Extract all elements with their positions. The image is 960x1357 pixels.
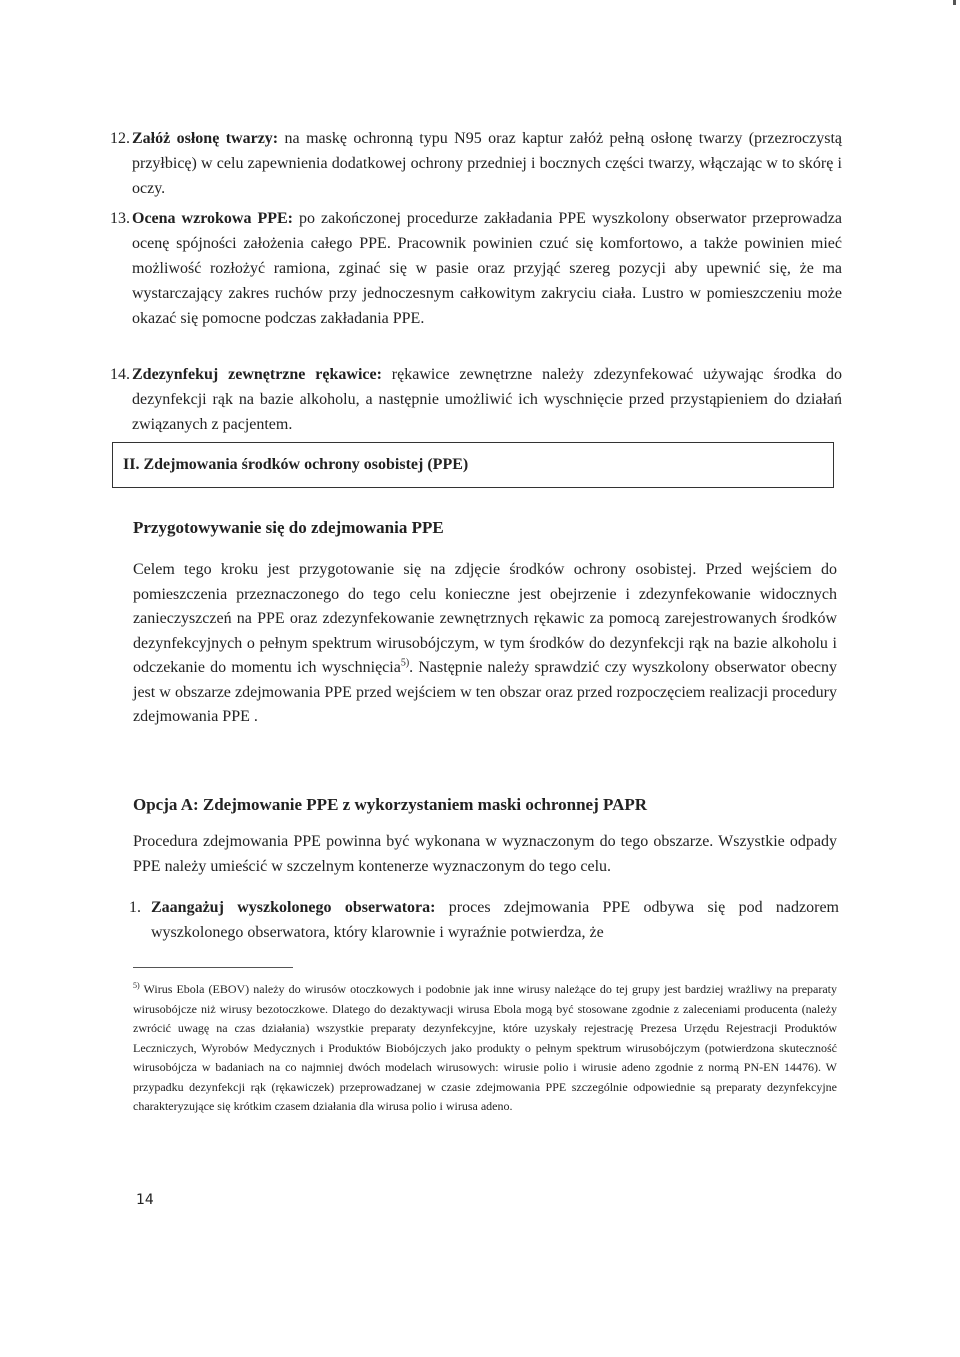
item-text: proces zdejmowania PPE odbywa się pod nadzorem wyszkolonego obserwatora, który klarownie i wyraźnie potwierdza, że (151, 899, 839, 941)
item-text: rękawice zewnętrzne należy zdezynfekować używając środka do dezynfekcji rąk na bazie alkoholu, a następnie umożliwić ich wyschnięcie przed przystąpieniem do działań związanych z pacjentem. (132, 366, 842, 433)
option-a-paragraph: Procedura zdejmowania PPE powinna być wykonana w wyznaczonym do tego obszarze. Wszystkie odpady PPE należy umieścić w szczelnym kontenerze wyznaczonym do tego celu. (133, 833, 837, 875)
list-item-12 (112, 126, 842, 201)
scan-edge-mark (953, 0, 956, 5)
list-item-step-1 (131, 895, 839, 945)
footnote-marker: 5) (133, 981, 140, 990)
item-number: 1. (129, 899, 141, 916)
footnote (133, 980, 837, 1117)
item-lead: Zdezynfekuj zewnętrzne rękawice: (132, 366, 382, 383)
item-number: 14. (110, 366, 130, 383)
item-body (132, 126, 842, 201)
item-text: na maskę ochronną typu N95 oraz kaptur załóż pełną osłonę twarzy (przezroczystą przyłbicę) w celu zapewnienia dodatkowej ochrony przedniej i bocznych części twarzy, włączając w to skórę i oczy. (132, 130, 842, 197)
item-body (151, 895, 839, 945)
prep-text: Celem tego kroku jest przygotowanie się na zdjęcie środków ochrony osobistej. Przed wejściem do pomieszczenia przeznaczonego do tego celu konieczne jest obejrzenie i zdezynfekowanie widocznych zanieczyszczeń na PPE oraz zdezynfekowanie zewnętrznych rękawic za pomocą zarejestrowanych środków dezynfekcyjnych o pełnym spektrum wirusobójczym, w tym środków do dezynfekcji rąk na bazie alkoholu i odczekanie do momentu ich wyschnięcia (133, 561, 837, 676)
item-lead: Ocena wzrokowa PPE: (132, 210, 293, 227)
section-title: II. Zdejmowania środków ochrony osobistej (PPE) (123, 456, 469, 473)
list-item-13 (112, 206, 842, 331)
footnote-reference: 5) (400, 657, 410, 669)
prep-text-continued: . Następnie należy sprawdzić czy wyszkolony obserwator obecny jest w obszarze zdejmowania PPE przed wejściem w ten obszar oraz przed rozpoczęciem realizacji procedury zdejmowania PPE . (133, 659, 837, 725)
prep-heading: Przygotowywanie się do zdejmowania PPE (133, 518, 444, 537)
page-number: 14 (136, 1192, 154, 1208)
item-text: po zakończonej procedurze zakładania PPE wyszkolony obserwator przeprowadza ocenę spójności założenia całego PPE. Pracownik powinien czuć się komfortowo, a także powinien mieć możliwość rozłożyć ramiona, zginać się w pasie oraz przyjąć szereg pozycji aby upewnić się, że ma wystarczający zakres ruchów przy jednoczesnym całkowitym zakryciu ciała. Lustro w pomieszczeniu może okazać się pomocne podczas zakładania PPE. (132, 210, 843, 327)
footnote-divider (133, 967, 293, 968)
item-lead: Zaangażuj wyszkolonego obserwatora: (151, 899, 436, 916)
section-title-box (112, 442, 834, 488)
item-lead: Załóż osłonę twarzy: (132, 130, 279, 147)
footnote-text: Wirus Ebola (EBOV) należy do wirusów otoczkowych i podobnie jak inne wirusy należące do tej grupy jest bardziej wrażliwy na preparaty wirusobójcze niż wirusy bezotoczkowe. Dlatego do dezaktywacji wirusa Ebola mogą być stosowane zgodnie z zaleceniami producenta (należy zwrócić uwagę na czas działania) wszystkie preparaty dezynfekcyjne, które uzyskały rejestrację Prezesa Urzędu Rejestracji Produktów Leczniczych, Wyrobów Medycznych i Produktów Biobójczych jako produkty o pełnym spektrum wirusobójczym (potwierdzona skuteczność wirusobójcza w badaniach na co najmniej dwóch modelach wirusowych: wirusie polio i wirusie adeno zgodnie z normą PN-EN 14476). W przypadku dezynfekcji rąk (rękawiczek) przeprowadzanej w czasie zdejmowania PPE szczególnie odpowiednie są preparaty dezynfekcyjne charakteryzujące się krótkim czasem działania dla wirusa polio i wirusa adeno. (133, 982, 837, 1113)
item-body (132, 362, 842, 437)
item-number: 13. (110, 210, 130, 227)
option-a-heading: Opcja A: Zdejmowanie PPE z wykorzystaniem maski ochronnej PAPR (133, 795, 648, 814)
item-number: 12. (110, 130, 130, 147)
prep-paragraph (133, 558, 837, 730)
list-item-14 (112, 362, 842, 437)
item-body (132, 206, 842, 331)
